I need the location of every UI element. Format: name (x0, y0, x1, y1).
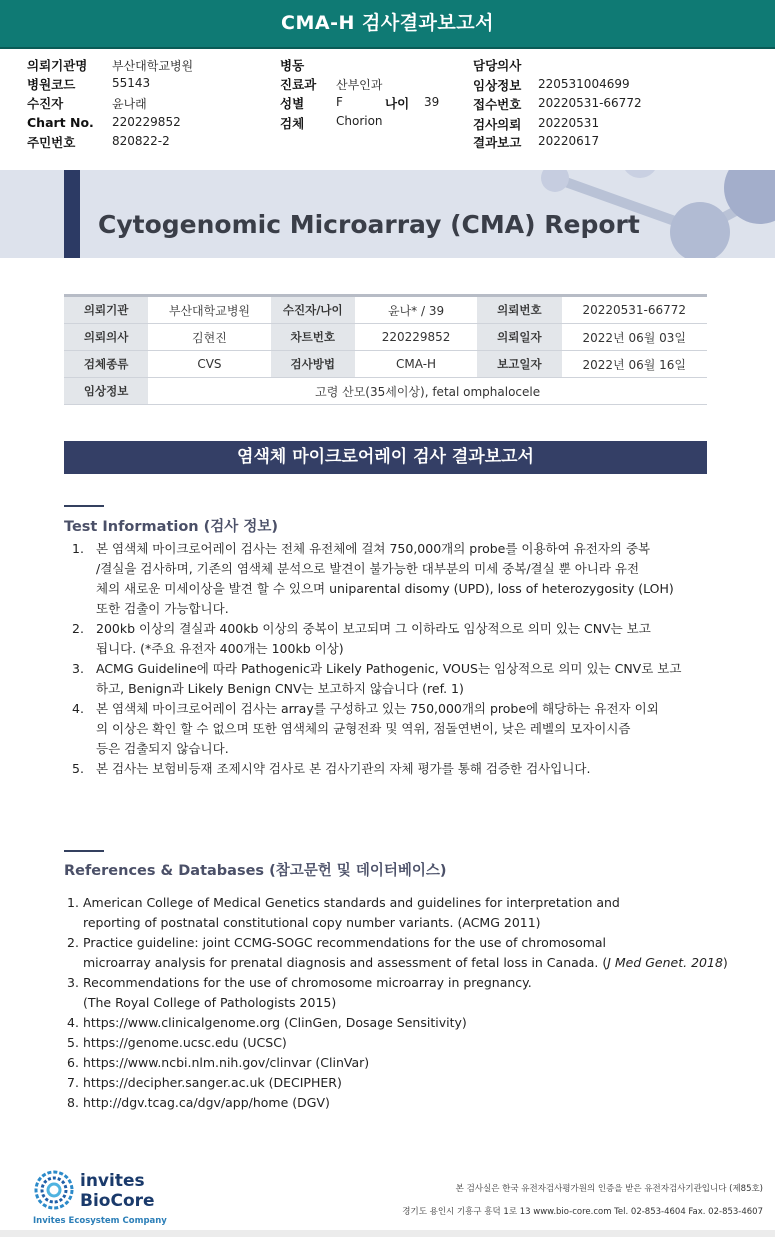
header-value: 39 (424, 95, 440, 109)
list-line: https://decipher.sanger.ac.uk (DECIPHER) (83, 1075, 342, 1090)
table-label: 차트번호 (271, 324, 355, 351)
table-cell: 220229852 (355, 324, 477, 351)
list-item (67, 1053, 747, 1073)
header-label: 검사의뢰 (473, 117, 522, 132)
header-label: 임상정보 (473, 78, 522, 93)
section-divider (64, 505, 104, 507)
list-line-text: microarray analysis for prenatal diagnosis and assessment of fetal loss in Canada. ( (83, 955, 608, 970)
list-line: 의 이상은 확인 할 수 없으며 또한 염색체의 균형전좌 및 역위, 점돌연변이, 낮은 레벨의 모자이시즘 (96, 721, 631, 736)
section-title-bar (64, 441, 707, 474)
header-value: 20220531-66772 (538, 96, 642, 110)
banner-title: Cytogenomic Microarray (CMA) Report (98, 210, 640, 239)
header-label: 수진자 (27, 96, 64, 111)
header-label: 담당의사 (473, 58, 522, 73)
header-label: 나이 (385, 96, 410, 111)
table-cell: CVS (148, 351, 270, 378)
header-label: 결과보고 (473, 135, 522, 150)
list-number: 1. (67, 895, 79, 910)
list-line: 또한 검출이 가능합니다. (96, 601, 229, 616)
table-label: 의뢰번호 (477, 296, 561, 324)
header-label: 병원코드 (27, 77, 76, 92)
table-cell: 고령 산모(35세이상), fetal omphalocele (148, 378, 707, 405)
patient-info-table (64, 294, 707, 405)
report-title-bar (0, 0, 775, 49)
list-item (67, 1033, 747, 1053)
list-number: 6. (67, 1055, 79, 1070)
table-cell: 20220531-66772 (562, 296, 708, 324)
table-cell: 2022년 06월 16일 (562, 351, 708, 378)
header-value: 윤나래 (112, 97, 147, 111)
header-value: 220531004699 (538, 77, 630, 91)
list-line: reporting of postnatal constitutional copy number variants. (ACMG 2011) (83, 915, 541, 930)
table-cell: 부산대학교병원 (148, 296, 270, 324)
header-label: 주민번호 (27, 135, 76, 150)
table-cell: 윤나* / 39 (355, 296, 477, 324)
list-line (83, 953, 728, 973)
header-label: 접수번호 (473, 97, 522, 112)
list-number: 8. (67, 1095, 79, 1110)
list-number: 2. (72, 621, 84, 636)
list-line: http://dgv.tcag.ca/dgv/app/home (DGV) (83, 1095, 330, 1110)
table-row (64, 378, 707, 405)
list-number: 3. (67, 975, 79, 990)
table-label: 검체종류 (64, 351, 148, 378)
header-value: 20220617 (538, 134, 600, 148)
certification-text: 본 검사실은 한국 유전자검사평가원의 인증을 받은 유전자검사기관입니다 (제85호) (455, 1184, 763, 1194)
bottom-strip (0, 1230, 775, 1237)
section-title: 염색체 마이크로어레이 검사 결과보고서 (237, 447, 534, 467)
header-value: 220229852 (112, 115, 181, 129)
header-label: 의뢰기관명 (27, 58, 88, 73)
banner-accent-bar (64, 170, 80, 258)
table-row (64, 296, 707, 324)
list-item (67, 973, 747, 1013)
table-label: 의뢰의사 (64, 324, 148, 351)
list-line: 본 염색체 마이크로어레이 검사는 array를 구성하고 있는 750,000개의 probe에 해당하는 유전자 이외 (96, 701, 659, 716)
header-value: 산부인과 (336, 78, 383, 92)
table-label: 임상정보 (64, 378, 148, 405)
list-number: 7. (67, 1075, 79, 1090)
list-line: 본 검사는 보험비등재 조제시약 검사로 본 검사기관의 자체 평가를 통해 검증한 검사입니다. (96, 761, 591, 776)
report-title: CMA-H 검사결과보고서 (281, 12, 494, 34)
logo-text-biocore: BioCore (80, 1191, 155, 1211)
list-item (67, 1073, 747, 1093)
list-number: 4. (72, 701, 84, 716)
list-line: 본 염색체 마이크로어레이 검사는 전체 유전체에 걸쳐 750,000개의 probe를 이용하여 유전자의 중복 (96, 541, 651, 556)
list-line: 등은 검출되지 않습니다. (96, 741, 229, 756)
section-divider (64, 850, 104, 852)
list-line: American College of Medical Genetics standards and guidelines for interpretation and (83, 895, 620, 910)
header-value: 55143 (112, 76, 151, 90)
header-label: Chart No. (27, 115, 94, 130)
header-value: 820822-2 (112, 134, 170, 148)
table-label: 검사방법 (271, 351, 355, 378)
table-label: 수진자/나이 (271, 296, 355, 324)
header-value: 부산대학교병원 (112, 59, 194, 73)
header-value: Chorion (336, 114, 383, 128)
references-title: References & Databases (참고문헌 및 데이터베이스) (64, 863, 447, 879)
table-label: 의뢰일자 (477, 324, 561, 351)
header-label: 진료과 (280, 77, 317, 92)
list-line: Recommendations for the use of chromosome microarray in pregnancy. (83, 975, 532, 990)
list-line: /결실을 검사하며, 기존의 염색체 분석으로 발견이 불가능한 대부분의 미세 중복/결실 뿐 아니라 유전 (96, 561, 640, 576)
table-label: 의뢰기관 (64, 296, 148, 324)
list-item (67, 893, 747, 933)
list-line: Practice guideline: joint CCMG-SOGC recommendations for the use of chromosomal (83, 935, 607, 950)
list-line: 체의 새로운 미세이상을 발견 할 수 있으며 uniparental disomy (UPD), loss of heterozygosity (LOH) (96, 581, 674, 596)
list-line: 됩니다. (*주요 유전자 400개는 100kb 이상) (96, 641, 344, 656)
list-line: 200kb 이상의 결실과 400kb 이상의 중복이 보고되며 그 이하라도 임상적으로 의미 있는 CNV는 보고 (96, 621, 651, 636)
table-row (64, 324, 707, 351)
list-item (67, 933, 747, 973)
header-value: F (336, 95, 343, 109)
address-text: 경기도 용인시 기흥구 흥덕 1로 13 www.bio-core.com Tel. 02-853-4604 Fax. 02-853-4607 (402, 1207, 763, 1217)
list-line: https://www.ncbi.nlm.nih.gov/clinvar (ClinVar) (83, 1055, 370, 1070)
list-number: 3. (72, 661, 84, 676)
list-number: 2. (67, 935, 79, 950)
list-item (67, 1013, 747, 1033)
header-label: 병동 (280, 58, 305, 73)
list-number: 5. (72, 761, 84, 776)
test-info-title: Test Information (검사 정보) (64, 519, 279, 535)
journal-citation: J Med Genet. 2018 (607, 955, 723, 970)
list-line: ACMG Guideline에 따라 Pathogenic과 Likely Pathogenic, VOUS는 임상적으로 의미 있는 CNV로 보고 (96, 661, 682, 676)
table-cell: 2022년 06월 03일 (562, 324, 708, 351)
list-number: 5. (67, 1035, 79, 1050)
table-cell: 김현진 (148, 324, 270, 351)
logo-text-invites: invites (80, 1171, 145, 1191)
logo-tagline: Invites Ecosystem Company (33, 1216, 167, 1226)
header-label: 성별 (280, 96, 305, 111)
list-line: 하고, Benign과 Likely Benign CNV는 보고하지 않습니다 (ref. 1) (96, 681, 464, 696)
list-item (67, 1093, 747, 1113)
list-line: https://genome.ucsc.edu (UCSC) (83, 1035, 287, 1050)
list-number: 4. (67, 1015, 79, 1030)
header-value: 20220531 (538, 116, 600, 130)
table-cell: CMA-H (355, 351, 477, 378)
list-line-end: ) (722, 955, 728, 970)
table-row (64, 351, 707, 378)
biocore-logo-icon (33, 1169, 75, 1211)
list-line: https://www.clinicalgenome.org (ClinGen, Dosage Sensitivity) (83, 1015, 467, 1030)
list-number: 1. (72, 541, 84, 556)
table-label: 보고일자 (477, 351, 561, 378)
reference-list (67, 893, 747, 1113)
list-line: (The Royal College of Pathologists 2015) (83, 995, 337, 1010)
header-label: 검체 (280, 116, 305, 131)
